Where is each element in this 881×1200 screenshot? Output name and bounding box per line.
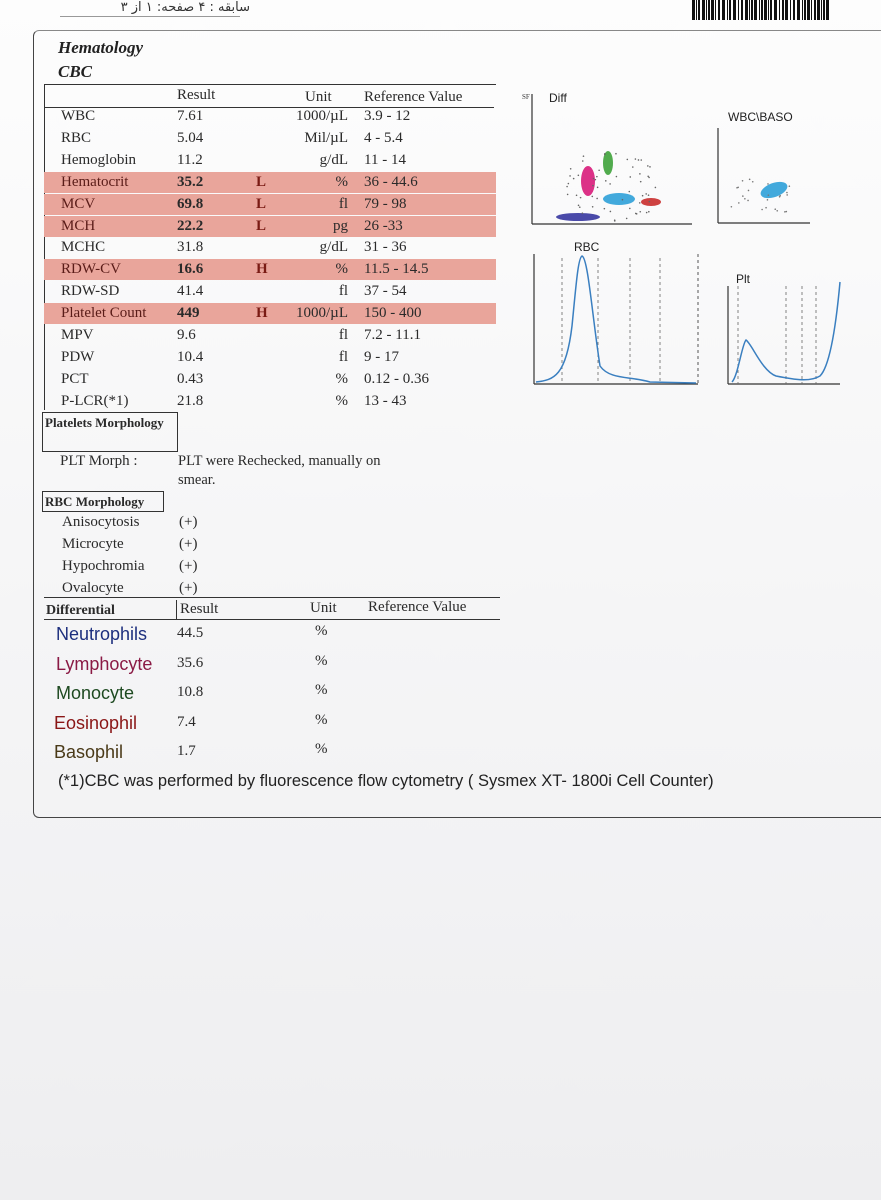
rbc-histogram	[534, 254, 698, 384]
cbc-reference: 11 - 14	[364, 151, 406, 168]
scatter-dot	[628, 191, 630, 193]
rbc-morphology-value: (+)	[179, 580, 198, 596]
cbc-reference: 3.9 - 12	[364, 108, 411, 124]
barcode-bar	[814, 0, 816, 20]
scatter-dot	[786, 211, 788, 213]
differential-value: 10.8	[177, 684, 204, 700]
rbc-morphology-value: (+)	[179, 558, 198, 574]
diff-scatterplot	[522, 93, 692, 224]
cbc-result: 69.8	[177, 195, 204, 212]
cbc-unit: Mil/µL	[304, 129, 348, 146]
differential-result-header: Result	[180, 601, 219, 617]
scatter-dot	[736, 187, 738, 189]
cbc-test-name: RBC	[61, 129, 92, 146]
cbc-unit: g/dL	[319, 151, 348, 168]
differential-top-rule	[44, 597, 500, 598]
cbc-reference: 13 - 43	[364, 392, 407, 409]
cbc-test-name: MPV	[61, 327, 94, 343]
cbc-reference: 11.5 - 14.5	[364, 261, 429, 278]
barcode-bar	[804, 0, 806, 20]
scatter-dot	[639, 173, 641, 175]
page-header-text: سابقه : ۴ صفحه: ۱ از ۳	[120, 0, 250, 15]
cbc-reference: 150 - 400	[364, 305, 422, 322]
section-title: Hematology	[58, 38, 143, 57]
cbc-flag: L	[256, 217, 267, 234]
differential-cell-name: Eosinophil	[54, 712, 138, 733]
scatter-dot	[649, 166, 651, 168]
differential-cell-name: Monocyte	[56, 683, 135, 703]
scatter-dot	[629, 176, 631, 178]
cbc-result: 5.04	[177, 129, 204, 146]
cbc-reference: 0.12 - 0.36	[364, 370, 429, 387]
barcode-bar	[733, 0, 736, 20]
scatter-dot	[566, 186, 568, 188]
cbc-result: 11.2	[177, 151, 203, 168]
scatter-dot	[622, 199, 624, 201]
barcode-bar	[770, 0, 772, 20]
cbc-unit: fl	[338, 195, 348, 212]
diff-cluster-debris	[556, 213, 600, 221]
differential-unit-header: Unit	[310, 600, 337, 616]
scatter-dot	[639, 202, 641, 204]
differential-cell-name: Lymphocyte	[56, 653, 153, 674]
scatter-dot	[648, 211, 650, 213]
scatter-dot	[567, 194, 569, 196]
scatter-dot	[655, 187, 657, 189]
cbc-row	[44, 194, 496, 215]
wbc-baso-plot-label: WBC\BASO	[728, 110, 793, 124]
barcode-bar	[797, 0, 800, 20]
rbc-histogram-curve	[536, 256, 696, 383]
barcode-bar	[802, 0, 803, 20]
scatter-dot	[648, 177, 650, 179]
cbc-row	[44, 325, 496, 346]
differential-unit: %	[315, 711, 328, 728]
cbc-unit: %	[335, 392, 348, 409]
cbc-reference: 9 - 17	[364, 348, 399, 365]
cbc-reference: 4 - 5.4	[364, 129, 403, 146]
cbc-result: 7.61	[177, 108, 204, 124]
scatter-dot	[579, 206, 581, 208]
scatter-dot	[640, 159, 642, 161]
scatter-dot	[573, 178, 575, 180]
scatter-dot	[595, 179, 597, 181]
cbc-reference: 37 - 54	[364, 283, 407, 300]
cbc-test-name: Platelet Count	[61, 305, 147, 322]
section-subtitle: CBC	[58, 62, 93, 81]
wbc-baso-scatterplot	[718, 128, 810, 223]
barcode-bar	[729, 0, 731, 20]
cbc-flag: L	[256, 173, 267, 190]
barcode-bar	[754, 0, 757, 20]
scatter-dot	[591, 196, 593, 198]
rbc-morphology-name: Microcyte	[62, 536, 124, 552]
rbc-morphology-name: Anisocytosis	[62, 514, 140, 530]
cbc-unit: %	[335, 261, 348, 278]
scatter-dot	[616, 176, 618, 178]
unit-header: Unit	[305, 89, 332, 105]
scatter-dot	[789, 185, 791, 187]
differential-cell-name: Neutrophils	[56, 624, 148, 644]
barcode-bar	[774, 0, 777, 20]
scatter-dot	[646, 212, 648, 214]
scatter-dot	[779, 195, 781, 197]
cbc-test-name: Hematocrit	[61, 173, 129, 190]
barcode-bar	[768, 0, 769, 20]
svg-text:SF: SF	[522, 93, 530, 101]
scatter-dot	[578, 205, 580, 207]
scatter-dot	[768, 194, 770, 196]
cbc-result: 9.6	[177, 327, 196, 343]
scatter-dot	[640, 181, 642, 183]
barcode-bar	[811, 0, 812, 20]
scatter-dot	[784, 211, 786, 213]
differential-unit: %	[315, 741, 328, 757]
cbc-result: 41.4	[177, 283, 204, 300]
cbc-result: 22.2	[177, 217, 204, 234]
scatter-dot	[593, 178, 595, 180]
cbc-result: 16.6	[177, 261, 204, 278]
scatter-dot	[774, 208, 776, 210]
cbc-unit: 1000/µL	[296, 305, 348, 322]
plt-plot-label: Plt	[736, 272, 751, 286]
scatter-dot	[592, 206, 594, 208]
plt-histogram	[728, 282, 840, 384]
scatter-dot	[761, 209, 763, 211]
cbc-row	[44, 172, 496, 193]
scatter-dot	[582, 212, 584, 214]
cbc-unit: %	[335, 370, 348, 387]
scatter-dot	[639, 211, 641, 213]
scatter-dot	[615, 153, 617, 155]
barcode-bar	[706, 0, 707, 20]
barcode-bar	[738, 0, 739, 20]
barcode	[692, 0, 832, 20]
scatter-dot	[583, 155, 585, 157]
rbc-morphology-value: (+)	[179, 536, 198, 552]
scatter-dot	[649, 201, 651, 203]
scatter-dot	[742, 195, 744, 197]
cbc-result: 21.8	[177, 392, 204, 409]
scatter-dot	[597, 187, 599, 189]
scatter-dot	[626, 218, 628, 220]
scatter-dot	[570, 168, 572, 170]
header-divider	[60, 16, 240, 17]
cbc-row	[44, 128, 496, 149]
cbc-row	[44, 303, 496, 324]
scatter-dot	[765, 207, 767, 209]
cbc-unit: g/dL	[319, 239, 348, 256]
differential-unit: %	[315, 623, 328, 639]
scatter-dot	[738, 202, 740, 204]
scatter-dot	[609, 183, 611, 185]
barcode-bar	[698, 0, 700, 20]
scatter-dot	[647, 165, 649, 167]
differential-value: 35.6	[177, 654, 204, 671]
scatter-dot	[604, 208, 606, 210]
scatter-dot	[731, 206, 733, 208]
differential-unit: %	[315, 652, 328, 669]
scatter-dot	[635, 158, 637, 160]
scatter-dot	[578, 174, 580, 176]
barcode-bar	[793, 0, 795, 20]
barcode-bar	[821, 0, 822, 20]
reference-header: Reference Value	[364, 89, 463, 105]
cbc-flag: H	[256, 261, 268, 278]
differential-title: Differential	[46, 603, 115, 618]
cbc-test-name: RDW-SD	[61, 283, 120, 300]
scatter-dot	[627, 159, 629, 161]
cbc-reference: 36 - 44.6	[364, 173, 418, 190]
scatter-dot	[747, 200, 749, 202]
cbc-unit: fl	[338, 348, 348, 365]
differential-value: 7.4	[177, 713, 196, 730]
cbc-row	[44, 391, 496, 412]
scatter-dot	[786, 192, 788, 194]
cbc-test-name: WBC	[61, 108, 96, 124]
scatter-dot	[610, 211, 612, 213]
scatter-dot	[596, 176, 598, 178]
plt-morph-value-line1: PLT were Rechecked, manually on	[178, 453, 381, 469]
barcode-bar	[817, 0, 820, 20]
cbc-row	[44, 369, 496, 390]
barcode-bar	[807, 0, 810, 20]
cbc-result: 0.43	[177, 370, 204, 387]
cbc-test-name: Hemoglobin	[61, 151, 136, 168]
rbc-morphology-box: RBC Morphology	[42, 491, 164, 512]
differential-value: 1.7	[177, 743, 196, 759]
rbc-morphology-name: Hypochromia	[62, 558, 145, 574]
differential-cell-name: Basophil	[54, 742, 124, 762]
scatter-dot	[638, 159, 640, 161]
scatter-dot	[569, 175, 571, 177]
scatter-dot	[568, 183, 570, 185]
scatter-dot	[748, 190, 750, 192]
scatter-dot	[635, 213, 637, 215]
diff-plot-label: Diff	[549, 91, 567, 105]
rbc-morphology-value: (+)	[179, 514, 198, 530]
cbc-reference: 79 - 98	[364, 195, 407, 212]
cbc-unit: %	[335, 173, 348, 190]
differential-header-rule	[44, 619, 500, 620]
cbc-result: 35.2	[177, 173, 204, 190]
barcode-bar	[745, 0, 748, 20]
scatter-dot	[614, 219, 616, 221]
scatter-dot	[580, 197, 582, 199]
scatter-dot	[576, 195, 578, 197]
barcode-bar	[741, 0, 743, 20]
scatter-dot	[786, 194, 788, 196]
plt-morph-value-line2: smear.	[178, 472, 216, 488]
barcode-bar	[785, 0, 788, 20]
scatter-dot	[744, 198, 746, 200]
cbc-row	[44, 216, 496, 237]
cbc-result: 449	[177, 305, 200, 322]
cbc-test-name: P-LCR(*1)	[61, 392, 129, 409]
scatter-dot	[592, 185, 594, 187]
barcode-bar	[715, 0, 716, 20]
cbc-reference: 7.2 - 11.1	[364, 327, 421, 343]
cbc-result: 10.4	[177, 348, 204, 365]
result-header: Result	[177, 87, 216, 103]
cbc-test-name: PDW	[61, 348, 95, 365]
barcode-bar	[761, 0, 763, 20]
cbc-flag: H	[256, 305, 268, 322]
scatter-dot	[645, 193, 647, 195]
cbc-row	[44, 150, 496, 171]
scatter-dot	[642, 195, 644, 197]
cbc-unit: pg	[333, 217, 348, 234]
cbc-unit: 1000/µL	[296, 108, 348, 124]
cbc-test-name: MCV	[61, 195, 96, 212]
cbc-row	[44, 347, 496, 368]
scatter-dot	[629, 208, 631, 210]
barcode-bar	[749, 0, 750, 20]
scatter-dot	[776, 210, 778, 212]
cbc-result: 31.8	[177, 239, 204, 256]
barcode-bar	[696, 0, 697, 20]
barcode-bar	[790, 0, 791, 20]
diff-cluster-eosinophil	[641, 198, 661, 206]
cbc-unit: fl	[338, 283, 348, 300]
cbc-unit: fl	[338, 327, 348, 343]
scatter-dot	[742, 180, 744, 182]
rbc-morphology-name: Ovalocyte	[62, 580, 124, 596]
scatter-dot	[752, 181, 754, 183]
scatter-dot	[582, 160, 584, 162]
scatter-dot	[767, 183, 769, 185]
barcode-bar	[826, 0, 829, 20]
scatter-dot	[596, 198, 598, 200]
scatter-dot	[767, 199, 769, 201]
cbc-test-name: MCH	[61, 217, 96, 234]
barcode-bar	[759, 0, 760, 20]
barcode-bar	[702, 0, 705, 20]
diff-cluster-lymphocyte	[581, 166, 595, 196]
scatter-dot	[605, 180, 607, 182]
scatter-dot	[648, 194, 650, 196]
footnote: (*1)CBC was performed by fluorescence flow cytometry ( Sysmex XT- 1800i Cell Counter)	[58, 772, 714, 790]
rbc-plot-label: RBC	[574, 240, 600, 254]
differential-ref-header: Reference Value	[368, 599, 467, 615]
plt-morph-label: PLT Morph :	[60, 453, 138, 469]
barcode-bar	[764, 0, 767, 20]
barcode-bar	[751, 0, 753, 20]
diff-cluster-neutrophil	[603, 193, 635, 205]
barcode-bar	[727, 0, 728, 20]
platelets-morphology-box: Platelets Morphology	[42, 412, 178, 452]
barcode-bar	[722, 0, 725, 20]
scatter-dot	[604, 153, 606, 155]
cbc-row	[44, 281, 496, 302]
cbc-test-name: RDW-CV	[61, 261, 121, 278]
barcode-bar	[711, 0, 714, 20]
scatter-dot	[749, 179, 751, 181]
differential-value: 44.5	[177, 625, 204, 641]
cbc-reference: 26 -33	[364, 217, 403, 234]
barcode-bar	[708, 0, 710, 20]
barcode-bar	[823, 0, 825, 20]
wbc-baso-cluster	[758, 179, 789, 202]
barcode-bar	[718, 0, 720, 20]
barcode-bar	[782, 0, 784, 20]
cbc-flag: L	[256, 195, 267, 212]
scatter-dot	[632, 166, 634, 168]
cbc-reference: 31 - 36	[364, 239, 407, 256]
cbc-row	[44, 259, 496, 280]
cbc-test-name: MCHC	[61, 239, 106, 256]
scatter-dot	[598, 169, 600, 171]
differential-unit: %	[315, 682, 328, 698]
cbc-row	[44, 237, 496, 258]
differential-col-divider	[176, 600, 177, 620]
cbc-test-name: PCT	[61, 370, 89, 387]
barcode-bar	[779, 0, 780, 20]
barcode-bar	[692, 0, 695, 20]
table-top-rule	[44, 84, 496, 85]
cbc-row	[44, 106, 496, 127]
